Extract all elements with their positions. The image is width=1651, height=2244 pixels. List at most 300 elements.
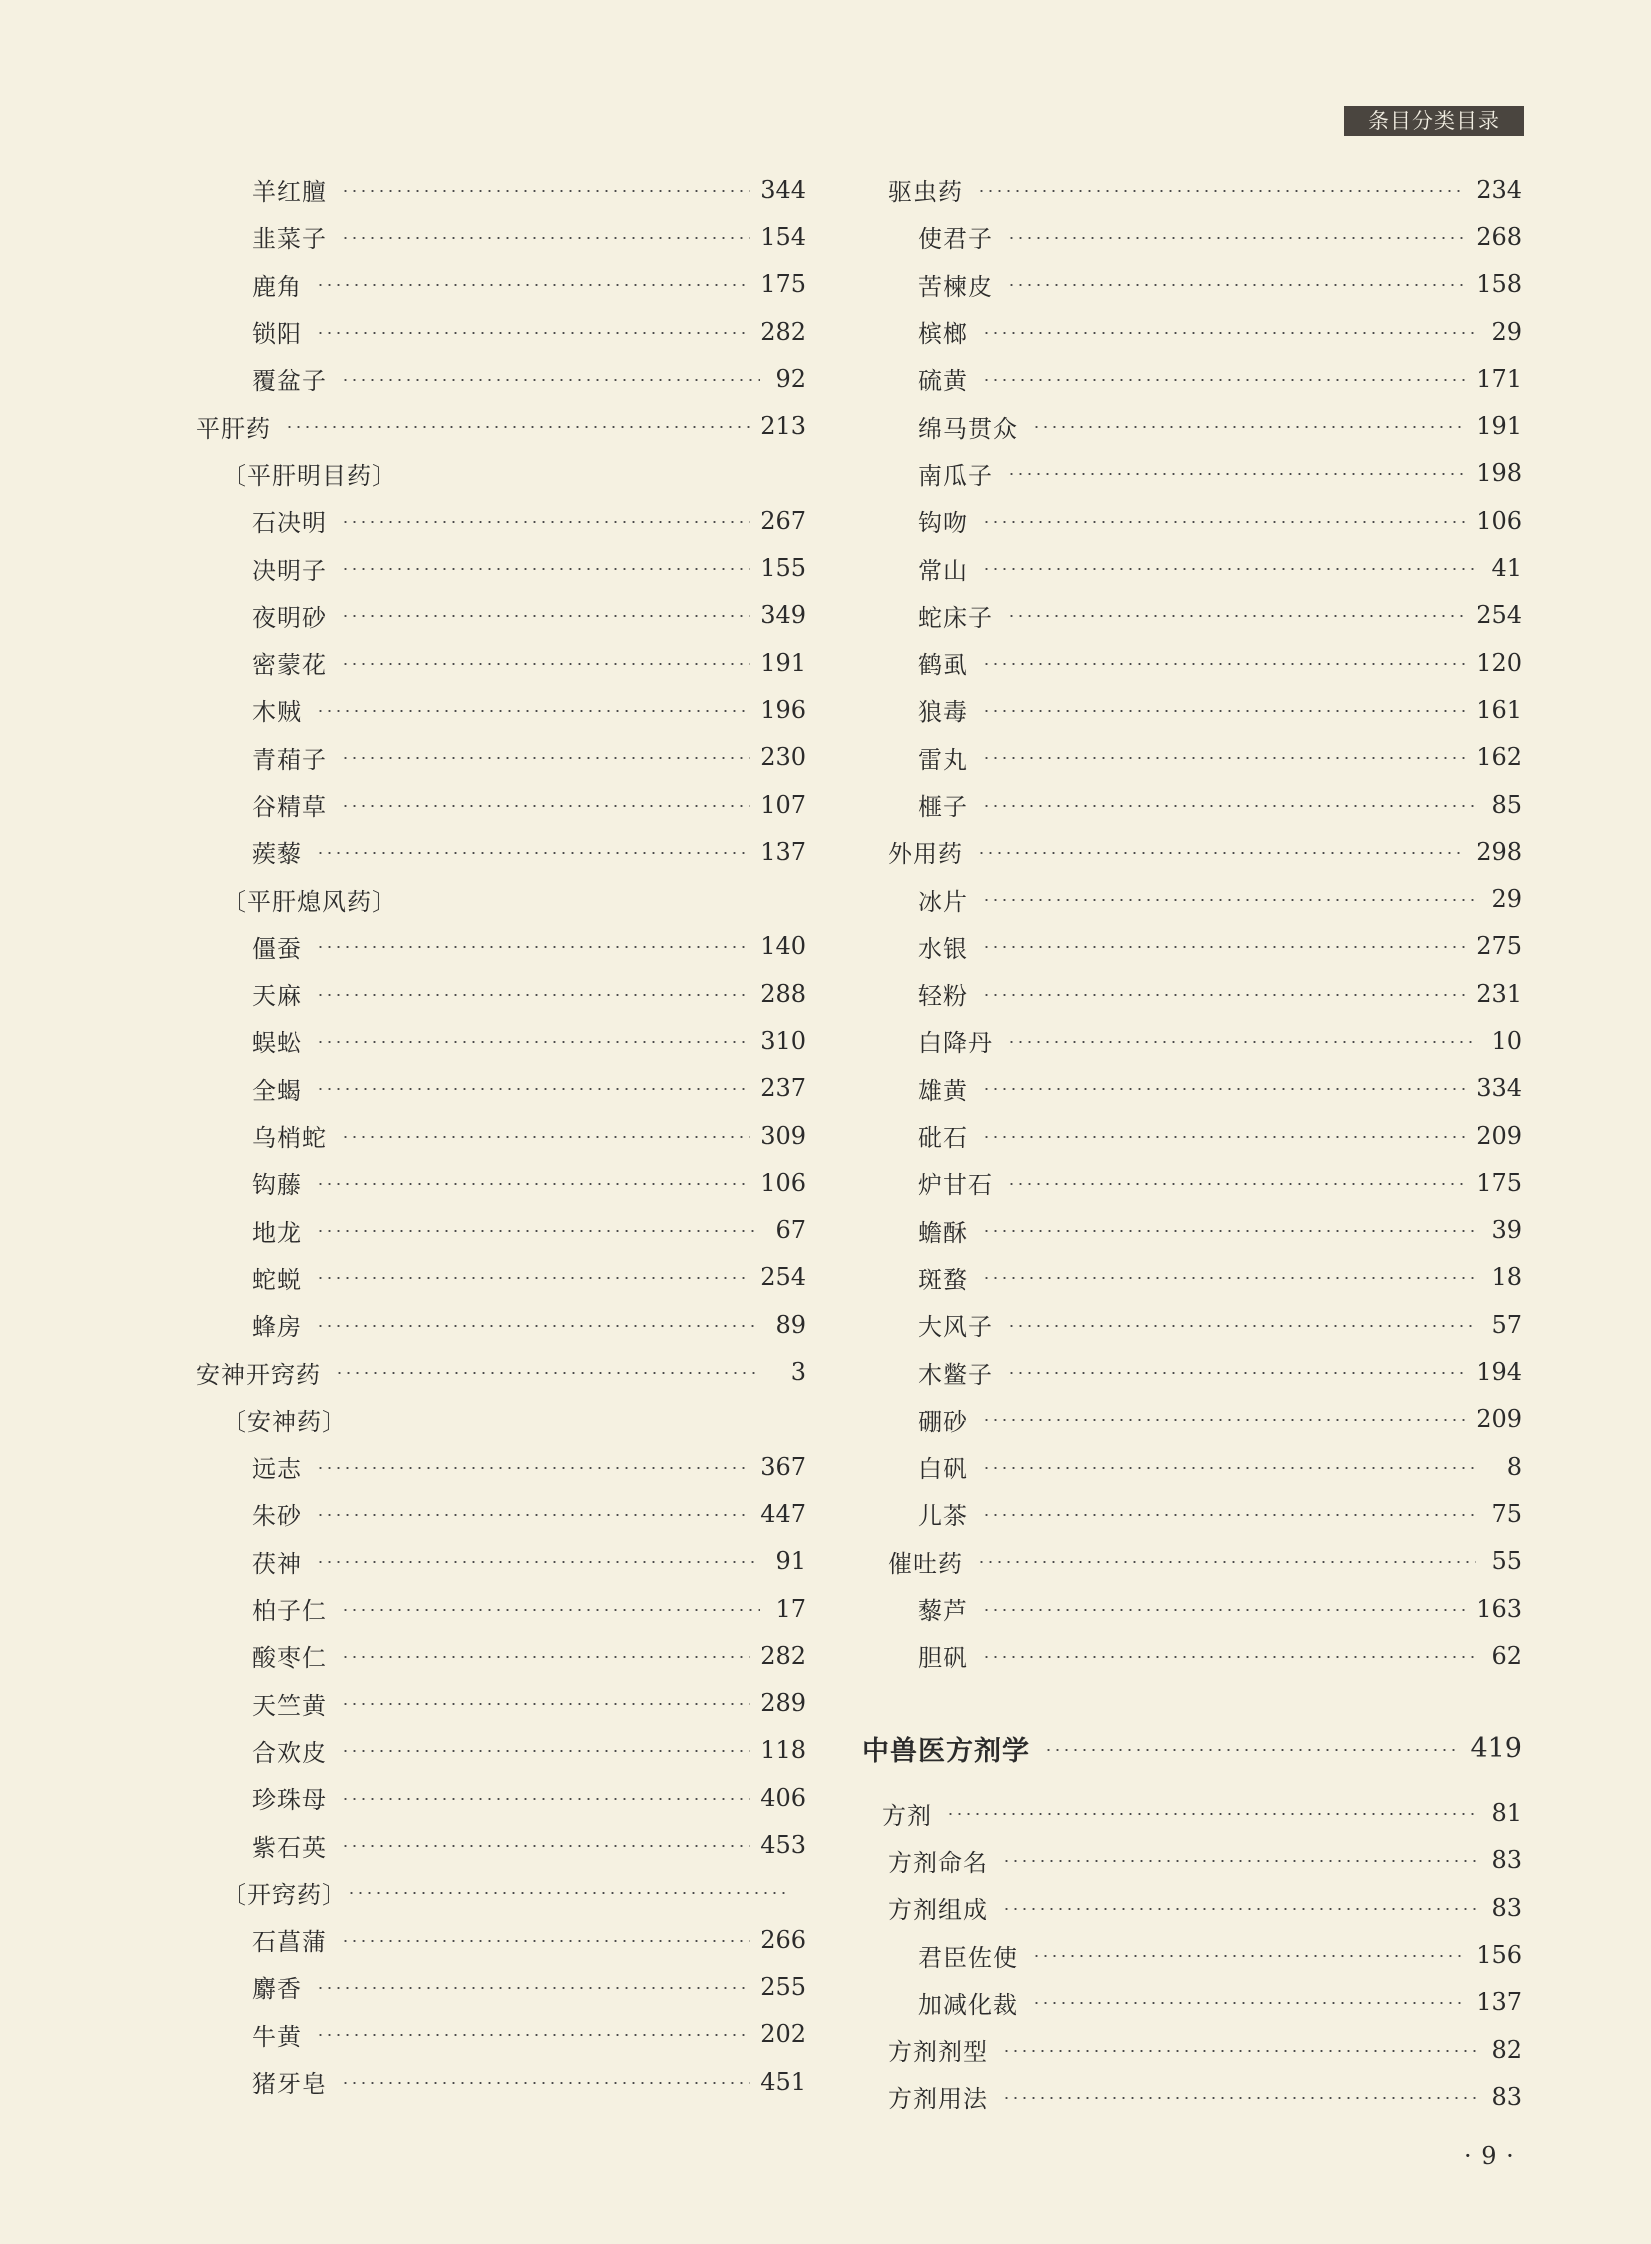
toc-entry[interactable] [196, 970, 806, 1017]
toc-entry-page: 29 [1491, 885, 1522, 914]
leader-dots [982, 757, 1466, 759]
toc-entry-title: 蜈蚣 [252, 1029, 302, 1058]
leader-dots [1007, 473, 1466, 475]
leader-dots [1002, 2050, 1476, 2052]
toc-entry[interactable] [196, 1301, 806, 1348]
leader-dots [982, 1467, 1476, 1469]
toc-entry-title: 蜂房 [252, 1313, 302, 1342]
leader-dots [1032, 426, 1466, 428]
toc-column-right [862, 166, 1522, 2121]
toc-column-left [196, 166, 806, 2105]
toc-entry-title: 珍珠母 [252, 1786, 327, 1815]
toc-entry[interactable] [862, 923, 1522, 970]
toc-entry[interactable] [862, 1710, 1522, 1788]
toc-entry[interactable] [196, 781, 806, 828]
toc-entry-title: 斑蝥 [918, 1265, 968, 1294]
toc-entry[interactable] [196, 686, 806, 733]
toc-entry-page: 154 [760, 222, 806, 251]
toc-entry-title: 砒石 [918, 1124, 968, 1153]
toc-entry-title: 平肝药 [196, 414, 271, 443]
toc-entry-page: 447 [760, 1499, 806, 1528]
toc-entry-page: 453 [760, 1831, 806, 1860]
toc-entry-page: 234 [1476, 175, 1522, 204]
toc-entry[interactable] [196, 1632, 806, 1679]
toc-entry-page: 89 [775, 1310, 806, 1339]
leader-dots [316, 332, 750, 334]
toc-entry[interactable] [196, 1443, 806, 1490]
leader-dots [982, 521, 1466, 523]
toc-entry[interactable] [196, 2011, 806, 2058]
toc-entry-page: 57 [1491, 1310, 1522, 1339]
toc-entry-title: 木贼 [252, 698, 302, 727]
toc-entry-page: 175 [1476, 1168, 1522, 1197]
toc-entry-title: 钩藤 [252, 1171, 302, 1200]
toc-entry-title: 雄黄 [918, 1076, 968, 1105]
toc-entry-page: 118 [760, 1736, 806, 1765]
toc-entry[interactable] [196, 1916, 806, 1963]
toc-entry-title: 紫石英 [252, 1833, 327, 1862]
toc-entry-title: 蛇床子 [918, 603, 993, 632]
leader-dots [977, 852, 1466, 854]
leader-dots [341, 1798, 750, 1800]
toc-entry-title: 方剂剂型 [888, 2038, 988, 2067]
toc-entry[interactable] [196, 2058, 806, 2105]
toc-entry[interactable] [862, 213, 1522, 260]
leader-dots [341, 2082, 750, 2084]
toc-entry-title: 牛黄 [252, 2022, 302, 2051]
toc-entry-title: 谷精草 [252, 793, 327, 821]
toc-entry-page: 39 [1491, 1216, 1522, 1245]
leader-dots [982, 1088, 1466, 1090]
toc-entry[interactable] [862, 166, 1522, 213]
toc-entry-title: 藜芦 [918, 1597, 968, 1626]
toc-entry[interactable] [196, 923, 806, 970]
toc-entry-page: 196 [760, 695, 806, 724]
toc-entry-title: 驱虫药 [888, 178, 963, 207]
leader-dots [316, 1277, 750, 1279]
toc-entry-title: 使君子 [918, 225, 993, 254]
leader-dots [1007, 237, 1466, 239]
toc-entry-page: 83 [1491, 2082, 1522, 2111]
toc-entry[interactable] [196, 875, 806, 922]
toc-entry[interactable] [196, 1963, 806, 2010]
toc-entry-title: 木鳖子 [918, 1360, 993, 1389]
toc-entry-title: 天竺黄 [252, 1691, 327, 1720]
toc-entry[interactable] [862, 875, 1522, 922]
toc-entry-title: 槟榔 [918, 320, 968, 349]
leader-dots [946, 1813, 1476, 1815]
toc-entry-title: 方剂组成 [888, 1896, 988, 1925]
toc-entry-page: 266 [760, 1925, 806, 1954]
leader-dots [1032, 1955, 1466, 1957]
toc-entry-page: 106 [1476, 506, 1522, 535]
toc-entry[interactable] [862, 1301, 1522, 1348]
toc-entry-page: 18 [1491, 1263, 1522, 1292]
toc-entry-title: 轻粉 [918, 982, 968, 1011]
toc-entry-title: 天麻 [252, 982, 302, 1011]
leader-dots [316, 2034, 750, 2036]
toc-entry-title: 中兽医方剂学 [862, 1736, 1030, 1767]
leader-dots [341, 1609, 760, 1611]
leader-dots [341, 805, 750, 807]
toc-entry-title: 南瓜子 [918, 461, 993, 490]
toc-entry[interactable] [862, 1585, 1522, 1632]
toc-entry[interactable] [862, 1931, 1522, 1978]
toc-entry[interactable] [196, 1065, 806, 1112]
leader-dots [316, 284, 750, 286]
toc-entry-page: 367 [760, 1452, 806, 1481]
toc-entry-page: 213 [760, 412, 806, 441]
leader-dots [316, 946, 750, 948]
toc-entry[interactable] [862, 402, 1522, 449]
toc-entry-title: 猪牙皂 [252, 2070, 327, 2099]
toc-entry-title: 酸枣仁 [252, 1644, 327, 1673]
toc-entry[interactable] [862, 1837, 1522, 1884]
leader-dots [977, 1561, 1476, 1563]
toc-entry-title: 朱砂 [252, 1502, 302, 1531]
toc-entry-title: 石菖蒲 [252, 1928, 327, 1957]
section-badge: 条目分类目录 [1344, 106, 1524, 136]
leader-dots [1002, 1860, 1476, 1862]
toc-entry[interactable] [862, 2073, 1522, 2120]
toc-entry-title: 硫黄 [918, 367, 968, 396]
toc-entry-title: 石决明 [252, 509, 327, 538]
leader-dots [316, 1514, 750, 1516]
toc-entry-page: 282 [760, 1641, 806, 1670]
toc-entry-page: 202 [760, 2020, 806, 2049]
toc-entry-title: 大风子 [918, 1313, 993, 1342]
toc-entry[interactable] [862, 781, 1522, 828]
leader-dots [982, 332, 1476, 334]
leader-dots [347, 1892, 788, 1894]
toc-entry-title: 白矾 [918, 1455, 968, 1484]
toc-entry-page: 55 [1491, 1547, 1522, 1576]
toc-entry-page: 67 [775, 1216, 806, 1245]
toc-entry-page: 310 [760, 1026, 806, 1055]
toc-entry-page: 275 [1476, 932, 1522, 961]
toc-entry[interactable] [196, 1254, 806, 1301]
toc-entry-page: 10 [1491, 1026, 1522, 1055]
toc-entry-title: 全蝎 [252, 1076, 302, 1105]
toc-entry-page: 288 [760, 979, 806, 1008]
toc-entry-page: 289 [760, 1689, 806, 1718]
toc-entry[interactable] [196, 402, 806, 449]
toc-entry[interactable] [862, 1632, 1522, 1679]
leader-dots [982, 1609, 1466, 1611]
toc-entry-page: 406 [760, 1783, 806, 1812]
toc-entry[interactable] [196, 355, 806, 402]
toc-entry[interactable] [196, 1680, 806, 1727]
toc-entry-page: 349 [760, 601, 806, 630]
toc-entry[interactable] [196, 497, 806, 544]
leader-dots [316, 1467, 750, 1469]
toc-entry[interactable] [196, 1727, 806, 1774]
toc-entry[interactable] [862, 450, 1522, 497]
toc-entry[interactable] [862, 1443, 1522, 1490]
toc-entry-page: 254 [760, 1263, 806, 1292]
toc-entry[interactable] [196, 639, 806, 686]
toc-entry-page: 41 [1491, 554, 1522, 583]
toc-entry[interactable] [196, 1821, 806, 1868]
toc-entry-title: 钩吻 [918, 509, 968, 538]
toc-entry-title: 决明子 [252, 556, 327, 585]
leader-dots [341, 1845, 750, 1847]
toc-entry-title: 乌梢蛇 [252, 1124, 327, 1153]
leader-dots [316, 852, 750, 854]
toc-entry-title: 常山 [918, 556, 968, 585]
toc-entry-page: 254 [1476, 601, 1522, 630]
toc-entry-page: 137 [1476, 1988, 1522, 2017]
toc-entry[interactable] [196, 1585, 806, 1632]
toc-entry-page: 17 [775, 1594, 806, 1623]
toc-entry[interactable] [196, 1207, 806, 1254]
toc-entry[interactable] [862, 308, 1522, 355]
toc-entry-title: 方剂命名 [888, 1848, 988, 1877]
toc-entry[interactable] [862, 1065, 1522, 1112]
leader-dots [982, 710, 1466, 712]
leader-dots [982, 805, 1476, 807]
toc-entry-title: 外用药 [888, 840, 963, 869]
toc-entry-page: 85 [1491, 790, 1522, 819]
toc-entry-title: 鹤虱 [918, 651, 968, 680]
toc-entry[interactable] [862, 592, 1522, 639]
toc-entry-page: 82 [1491, 2035, 1522, 2064]
toc-entry-title: 合欢皮 [252, 1738, 327, 1767]
toc-entry[interactable] [862, 1254, 1522, 1301]
leader-dots [1044, 1749, 1460, 1751]
toc-entry-page: 107 [760, 790, 806, 819]
toc-entry-title: 冰片 [918, 887, 968, 916]
toc-entry-page: 268 [1476, 222, 1522, 251]
leader-dots [982, 1277, 1476, 1279]
toc-entry-page: 162 [1476, 743, 1522, 772]
toc-entry-page: 267 [760, 506, 806, 535]
toc-entry-page: 120 [1476, 648, 1522, 677]
toc-entry-title: 远志 [252, 1455, 302, 1484]
toc-entry-page: 158 [1476, 270, 1522, 299]
toc-entry[interactable] [196, 1490, 806, 1537]
toc-entry-page: 171 [1476, 364, 1522, 393]
leader-dots [982, 1136, 1466, 1138]
page-number: · 9 · [1464, 2142, 1515, 2170]
toc-entry[interactable] [196, 1348, 806, 1395]
leader-dots [341, 1136, 750, 1138]
toc-entry-page: 334 [1476, 1074, 1522, 1103]
leader-dots [1007, 615, 1466, 617]
leader-dots [341, 1750, 750, 1752]
toc-entry[interactable] [862, 686, 1522, 733]
toc-entry[interactable] [196, 1159, 806, 1206]
toc-entry-page: 298 [1476, 837, 1522, 866]
leader-dots [316, 994, 750, 996]
toc-entry-title: 雷丸 [918, 745, 968, 774]
toc-entry-page: 209 [1476, 1121, 1522, 1150]
leader-dots [1002, 2097, 1476, 2099]
leader-dots [341, 1656, 750, 1658]
leader-dots [982, 568, 1476, 570]
toc-entry-title: 蛇蜕 [252, 1265, 302, 1294]
toc-entry[interactable] [862, 1159, 1522, 1206]
leader-dots [316, 1230, 760, 1232]
toc-entry[interactable] [196, 450, 806, 497]
toc-entry-title: 柏子仁 [252, 1597, 327, 1626]
toc-entry-title: 蟾酥 [918, 1218, 968, 1247]
leader-dots [316, 1325, 760, 1327]
leader-dots [982, 946, 1466, 948]
toc-entry-title: 夜明砂 [252, 603, 327, 632]
toc-entry[interactable] [196, 828, 806, 875]
toc-entry-title: 硼砂 [918, 1407, 968, 1436]
toc-entry[interactable] [862, 1884, 1522, 1931]
leader-dots [316, 1088, 750, 1090]
toc-entry[interactable] [862, 1112, 1522, 1159]
toc-entry-page: 75 [1491, 1499, 1522, 1528]
toc-entry-title: 〔平肝明目药〕 [222, 461, 397, 490]
toc-entry-title: 加减化裁 [918, 1990, 1018, 2019]
toc-entry[interactable] [196, 166, 806, 213]
toc-entry[interactable] [862, 970, 1522, 1017]
leader-dots [1032, 2002, 1466, 2004]
toc-entry[interactable] [862, 639, 1522, 686]
toc-entry[interactable] [862, 1979, 1522, 2026]
toc-entry-title: 绵马贯众 [918, 414, 1018, 443]
toc-entry-title: 方剂 [882, 1801, 932, 1830]
toc-entry-title: 地龙 [252, 1218, 302, 1247]
leader-dots [982, 1514, 1476, 1516]
toc-entry-page: 419 [1470, 1733, 1522, 1764]
toc-entry-page: 237 [760, 1074, 806, 1103]
toc-entry[interactable] [196, 1774, 806, 1821]
toc-entry-title: 方剂用法 [888, 2085, 988, 2114]
toc-entry-title: 狼毒 [918, 698, 968, 727]
toc-entry-title: 水银 [918, 934, 968, 963]
toc-entry[interactable] [196, 1538, 806, 1585]
toc-entry-page: 92 [775, 364, 806, 393]
leader-dots [982, 1230, 1476, 1232]
leader-dots [977, 190, 1466, 192]
leader-dots [341, 521, 750, 523]
leader-dots [982, 899, 1476, 901]
toc-entry-page: 255 [760, 1972, 806, 2001]
toc-entry[interactable] [862, 734, 1522, 781]
leader-dots [341, 615, 750, 617]
toc-entry[interactable] [862, 1490, 1522, 1537]
leader-dots [982, 994, 1466, 996]
toc-entry-page: 451 [760, 2067, 806, 2096]
leader-dots [982, 1656, 1476, 1658]
toc-entry-title: 儿茶 [918, 1502, 968, 1531]
leader-dots [335, 1372, 760, 1374]
leader-dots [285, 426, 750, 428]
leader-dots [1007, 1372, 1466, 1374]
toc-entry-title: 羊红膻 [252, 178, 327, 207]
toc-entry-title: 僵蚕 [252, 934, 302, 963]
toc-entry[interactable] [196, 1869, 806, 1916]
toc-entry-page: 191 [1476, 412, 1522, 441]
toc-entry-page: 209 [1476, 1405, 1522, 1434]
toc-entry[interactable] [862, 1017, 1522, 1064]
toc-entry-page: 83 [1491, 1846, 1522, 1875]
leader-dots [341, 568, 750, 570]
leader-dots [341, 237, 750, 239]
toc-entry[interactable] [196, 261, 806, 308]
toc-entry[interactable] [862, 497, 1522, 544]
leader-dots [341, 1703, 750, 1705]
leader-dots [316, 1183, 750, 1185]
toc-entry[interactable] [196, 1112, 806, 1159]
toc-entry[interactable] [196, 734, 806, 781]
toc-entry-title: 〔安神药〕 [222, 1407, 347, 1436]
toc-entry-title: 密蒙花 [252, 651, 327, 680]
leader-dots [982, 379, 1466, 381]
toc-entry-page: 156 [1476, 1941, 1522, 1970]
toc-entry-page: 91 [775, 1547, 806, 1576]
toc-entry-title: 韭菜子 [252, 225, 327, 254]
toc-entry-page: 155 [760, 554, 806, 583]
toc-entry[interactable] [862, 1790, 1522, 1837]
toc-entry-page: 161 [1476, 695, 1522, 724]
toc-entry[interactable] [196, 592, 806, 639]
leader-dots [341, 379, 760, 381]
leader-dots [982, 663, 1466, 665]
toc-entry-title: 炉甘石 [918, 1171, 993, 1200]
toc-entry[interactable] [862, 1207, 1522, 1254]
toc-entry[interactable] [862, 544, 1522, 591]
toc-entry-page: 282 [760, 317, 806, 346]
leader-dots [316, 1041, 750, 1043]
toc-entry[interactable] [196, 213, 806, 260]
toc-entry[interactable] [862, 1538, 1522, 1585]
leader-dots [341, 663, 750, 665]
toc-entry-page: 163 [1476, 1594, 1522, 1623]
toc-entry-title: 麝香 [252, 1975, 302, 2004]
toc-entry[interactable] [862, 828, 1522, 875]
toc-entry-page: 175 [760, 270, 806, 299]
toc-entry-title: 覆盆子 [252, 367, 327, 396]
toc-entry-page: 8 [1506, 1452, 1522, 1481]
toc-entry[interactable] [196, 1017, 806, 1064]
toc-entry-page: 83 [1491, 1893, 1522, 1922]
toc-entry-title: 君臣佐使 [918, 1943, 1018, 1972]
toc-entry[interactable] [862, 1348, 1522, 1395]
toc-entry[interactable] [196, 308, 806, 355]
toc-entry-title: 白降丹 [918, 1029, 993, 1058]
leader-dots [341, 1940, 750, 1942]
leader-dots [1007, 284, 1466, 286]
leader-dots [341, 190, 750, 192]
toc-entry[interactable] [196, 1396, 806, 1443]
leader-dots [1007, 1041, 1476, 1043]
toc-entry-title: 锁阳 [252, 320, 302, 349]
toc-entry[interactable] [862, 1396, 1522, 1443]
toc-entry[interactable] [862, 2026, 1522, 2073]
toc-entry-page: 81 [1491, 1799, 1522, 1828]
toc-entry-title: 催吐药 [888, 1549, 963, 1578]
toc-entry-page: 137 [760, 837, 806, 866]
toc-entry[interactable] [862, 261, 1522, 308]
leader-dots [982, 1419, 1466, 1421]
toc-entry-page: 191 [760, 648, 806, 677]
toc-entry-page: 3 [790, 1358, 806, 1387]
toc-entry[interactable] [196, 544, 806, 591]
toc-entry-title: 蒺藜 [252, 840, 302, 869]
leader-dots [1002, 1908, 1476, 1910]
toc-entry-title: 榧子 [918, 793, 968, 821]
toc-entry-page: 198 [1476, 459, 1522, 488]
toc-entry-title: 青葙子 [252, 745, 327, 774]
toc-entry[interactable] [862, 355, 1522, 402]
toc-entry-title: 〔平肝熄风药〕 [222, 887, 397, 916]
